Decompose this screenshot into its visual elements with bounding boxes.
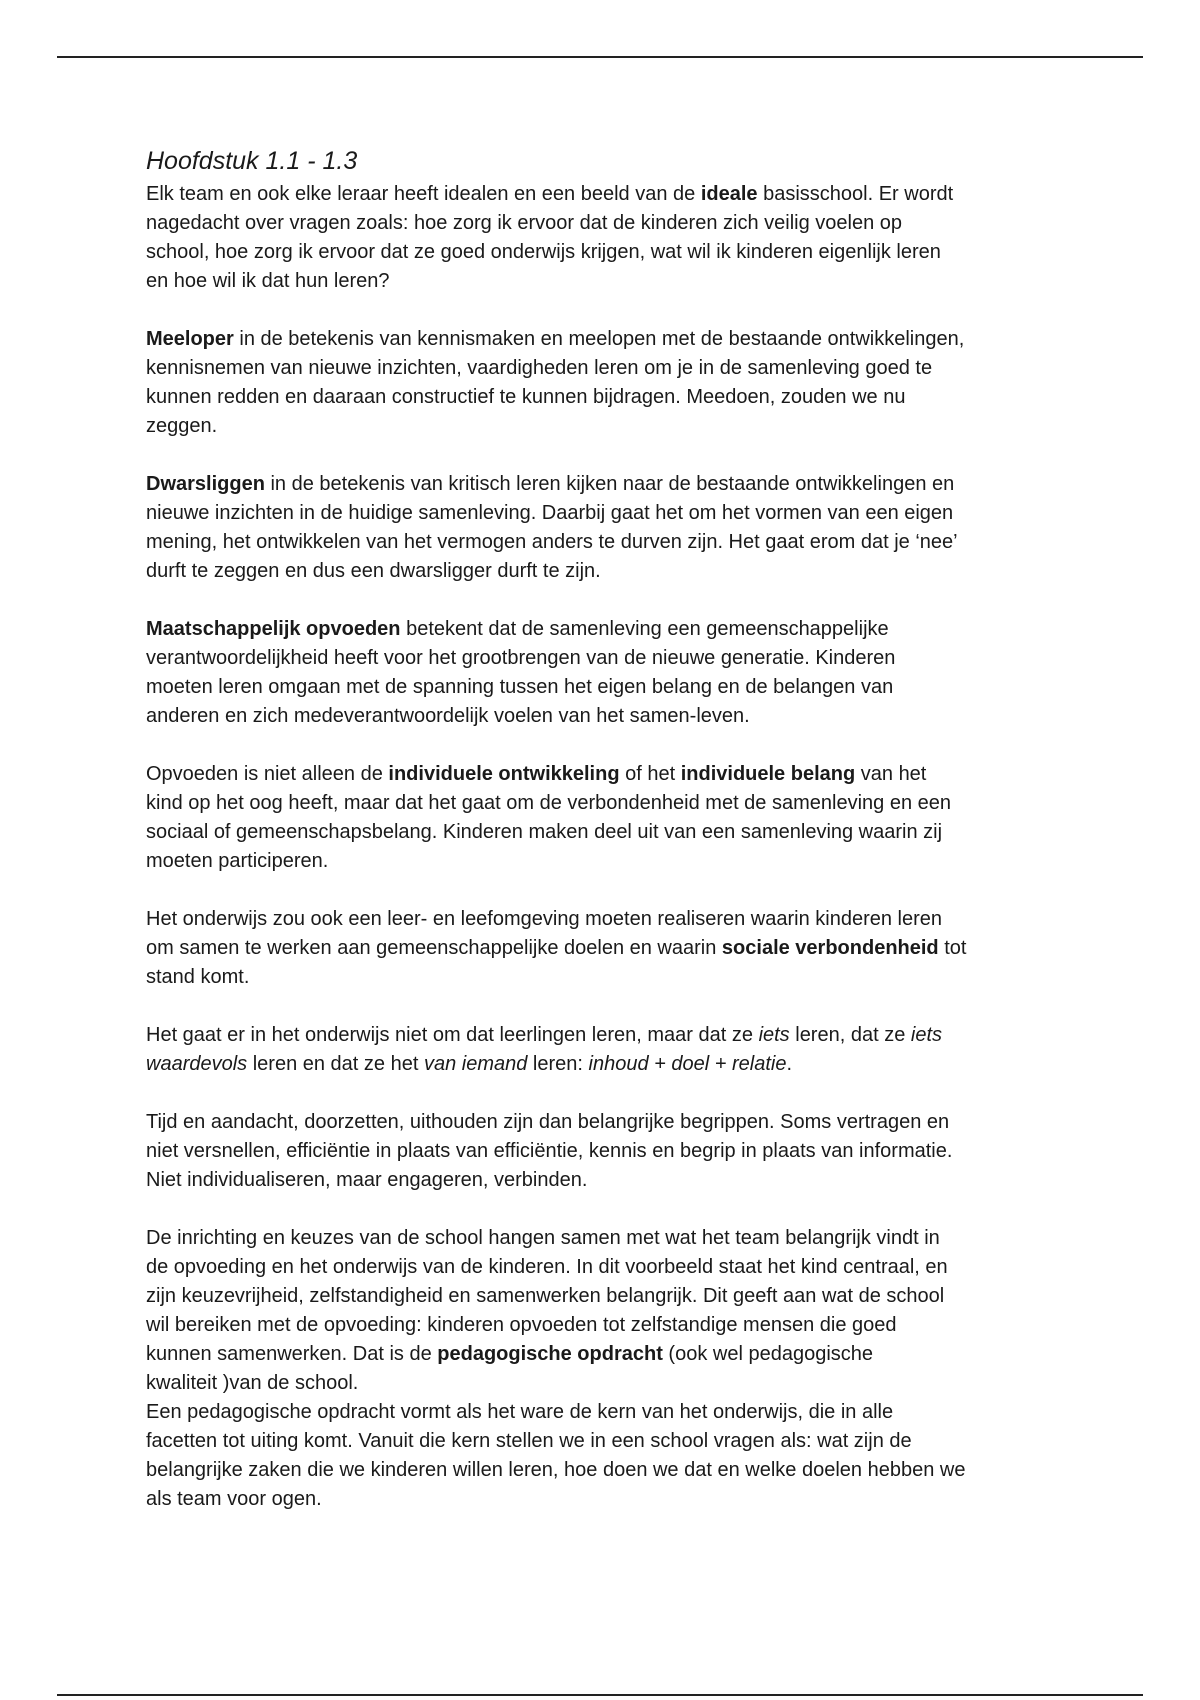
paragraph-maatschappelijk-opvoeden: Maatschappelijk opvoeden betekent dat de samenleving een gemeenschappelijke verantwoordelijkheid heeft voor het grootbrengen van de nieuwe generatie. Kinderen moeten leren omgaan met de spanning tussen het eigen belang en de belangen van anderen en zich medeverantwoordelijk voelen van het samen-leven. xyxy=(146,618,896,727)
term-individuele-ontwikkeling: individuele ontwikkeling xyxy=(388,763,620,785)
intro-line-3: school, hoe zorg ik ervoor dat ze goed onderwijs krijgen, wat wil ik kinderen eigenlijk leren xyxy=(146,241,941,263)
paragraph-opvoeden: Opvoeden is niet alleen de individuele ontwikkeling of het individuele belang van het kind op het oog heeft, maar dat het gaat om de verbondenheid met de samenleving en een sociaal of gemeenschapsbelang. Kinderen maken deel uit van een samenleving waarin zij moeten participeren. xyxy=(146,763,951,872)
intro-line-2: nagedacht over vragen zoals: hoe zorg ik ervoor dat de kinderen zich veilig voelen op xyxy=(146,212,903,234)
chapter-title: Hoofdstuk 1.1 - 1.3 xyxy=(146,147,358,175)
term-ideale: ideale xyxy=(700,183,758,205)
paragraph-meeloper: Meeloper in de betekenis van kennismaken en meelopen met de bestaande ontwikkelingen, kennisnemen van nieuwe inzichten, vaardigheden leren om je in de samenleving goed te kunnen redden en daaraan constructief te kunnen bijdragen. Meedoen, zouden we nu zeggen. xyxy=(146,328,965,437)
paragraph-onderwijs: Het onderwijs zou ook een leer- en leefomgeving moeten realiseren waarin kinderen leren om samen te werken aan gemeenschappelijke doelen en waarin sociale verbondenheid tot stand komt. xyxy=(146,908,967,988)
paragraph-iets-leren: Het gaat er in het onderwijs niet om dat leerlingen leren, maar dat ze iets leren, dat ze iets waardevols leren en dat ze het van iemand leren: inhoud + doel + relatie. xyxy=(146,1024,942,1075)
term-sociale-verbondenheid: sociale verbondenheid xyxy=(721,937,939,959)
paragraph-pedagogische-opdracht: De inrichting en keuzes van de school hangen samen met wat het team belangrijk vindt in de opvoeding en het onderwijs van de kinderen. In dit voorbeeld staat het kind centraal, en zijn keuzevrijheid, zelfstandigheid en samenwerken belangrijk. Dit geeft aan wat de school wil bereiken met de opvoeding: kinderen opvoeden tot zelfstandige mensen die goed kunnen samenwerken. Dat is de pedagogische opdracht (ook wel pedagogische kwaliteit )van de school. Een pedagogische opdracht vormt als het ware de kern van het onderwijs, die in alle facetten tot uiting komt. Vanuit die kern stellen we in een school vragen als: wat zijn de belangrijke zaken die we kinderen willen leren, hoe doen we dat en welke doelen hebben we als team voor ogen. xyxy=(146,1227,966,1510)
intro-line-4: en hoe wil ik dat hun leren? xyxy=(146,270,390,292)
term-dwarsliggen: Dwarsliggen xyxy=(146,473,265,495)
term-inhoud-doel-relatie: inhoud + doel + relatie xyxy=(588,1053,787,1075)
term-pedagogische-opdracht: pedagogische opdracht xyxy=(437,1343,663,1365)
paragraph-dwarsliggen: Dwarsliggen in de betekenis van kritisch leren kijken naar de bestaande ontwikkelingen en nieuwe inzichten in de huidige samenleving. Daarbij gaat het om het vormen van een eigen mening, het ontwikkelen van het vermogen anders te durven zijn. Het gaat erom dat je ‘nee’ durft te zeggen en dus een dwarsligger durft te zijn. xyxy=(146,473,958,582)
term-individuele-belang: individuele belang xyxy=(680,763,856,785)
header-rule xyxy=(57,56,1143,58)
intro-line-1: Elk team en ook elke leraar heeft idealen en een beeld van de ideale basisschool. Er wordt xyxy=(146,183,954,205)
paragraph-tijd-en-aandacht: Tijd en aandacht, doorzetten, uithouden zijn dan belangrijke begrippen. Soms vertragen en niet versnellen, efficiëntie in plaats van efficiëntie, kennis en begrip in plaats van informatie. Niet individualiseren, maar engageren, verbinden. xyxy=(146,1111,953,1191)
footer-rule xyxy=(57,1694,1143,1696)
term-maatschappelijk-opvoeden: Maatschappelijk opvoeden xyxy=(146,618,401,640)
paragraph-intro xyxy=(146,180,1076,296)
document-body xyxy=(146,142,1076,1514)
term-meeloper: Meeloper xyxy=(146,328,234,350)
